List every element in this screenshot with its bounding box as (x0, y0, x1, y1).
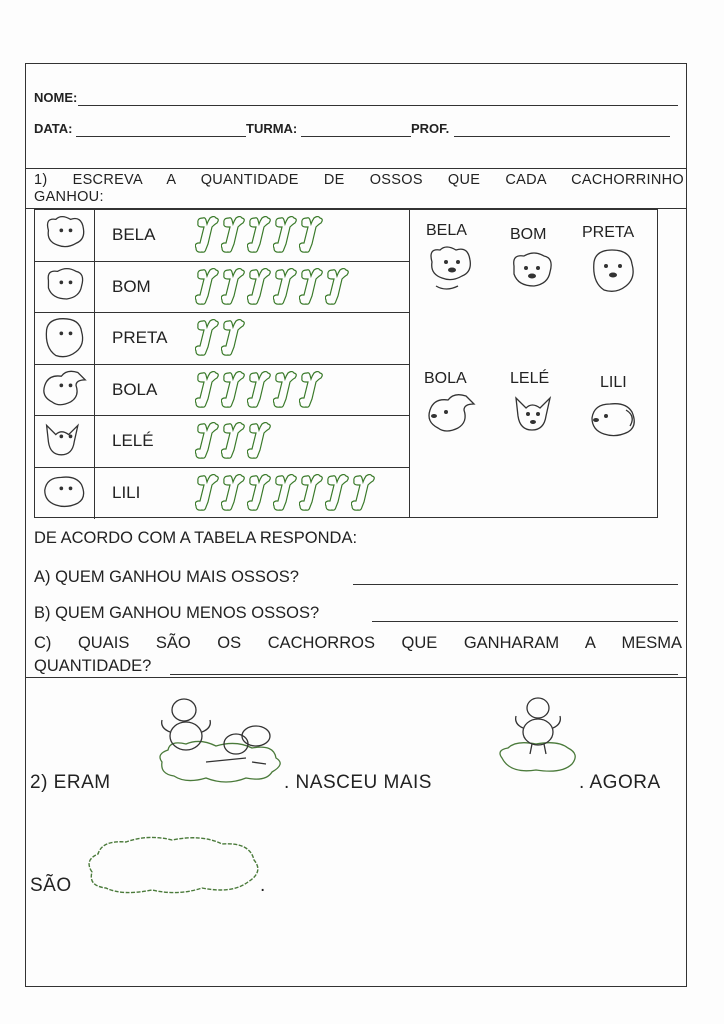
table-row (35, 468, 409, 520)
bone-icon (221, 319, 247, 362)
dog-name: LELÉ (112, 431, 154, 450)
bone-icon (221, 371, 247, 414)
bone-icon (299, 216, 325, 259)
dog-head-icon (508, 390, 558, 445)
question2-period: . (260, 875, 266, 896)
dog-head-icon (35, 210, 95, 261)
bone-group (195, 371, 325, 414)
table-row (35, 416, 409, 468)
bone-icon (195, 319, 221, 362)
answer-a-line[interactable] (353, 584, 678, 585)
cloud-outline-icon (82, 832, 264, 901)
bone-icon (273, 474, 299, 517)
answers-intro: DE ACORDO COM A TABELA RESPONDA: (34, 529, 358, 547)
legend-name-lili: LILI (600, 374, 627, 391)
bone-icon (221, 474, 247, 517)
turma-line[interactable] (301, 136, 411, 137)
bone-icon (195, 474, 221, 517)
answer-c-line[interactable] (170, 674, 678, 675)
table-row (35, 262, 409, 314)
question-a: A) QUEM GANHOU MAIS OSSOS? (34, 568, 299, 586)
question-c-line1: C) QUAIS SÃO OS CACHORROS QUE GANHARAM A MESMA (34, 634, 682, 652)
bone-group (195, 319, 247, 362)
question-b: B) QUEM GANHOU MENOS OSSOS? (34, 604, 320, 622)
bone-icon (247, 422, 273, 465)
question-c-line2: QUANTIDADE? (34, 657, 152, 675)
bone-group (195, 216, 325, 259)
question1-line1: 1) ESCREVA A QUANTIDADE DE OSSOS QUE CADA CACHORRINHO (34, 172, 684, 188)
bone-icon (195, 216, 221, 259)
dog-name: BOM (112, 276, 151, 296)
question2-agora: . AGORA (579, 772, 661, 793)
bone-group (195, 474, 377, 517)
bone-icon (273, 216, 299, 259)
worksheet (25, 63, 687, 987)
prof-line[interactable] (454, 136, 670, 137)
bone-icon (221, 268, 247, 311)
divider (26, 677, 686, 678)
bone-icon (195, 268, 221, 311)
data-line[interactable] (76, 136, 246, 137)
table-row (35, 365, 409, 417)
bone-icon (195, 371, 221, 414)
dog-head-icon (35, 262, 95, 313)
dog-head-icon (504, 248, 560, 299)
question2-eram: 2) ERAM (30, 772, 111, 793)
prof-label: PROF. (411, 121, 450, 136)
dog-name: BOLA (112, 379, 158, 399)
dog-head-icon (35, 365, 95, 416)
bone-icon (273, 268, 299, 311)
bone-icon (247, 216, 273, 259)
bone-icon (299, 371, 325, 414)
dog-head-icon (586, 246, 642, 303)
bone-icon (299, 268, 325, 311)
bone-icon (195, 422, 221, 465)
dog-head-icon (35, 468, 95, 520)
divider (26, 168, 686, 169)
bone-icon (325, 268, 351, 311)
legend-name-bola: BOLA (424, 370, 467, 387)
bone-icon (325, 474, 351, 517)
chick-illustration (496, 692, 580, 783)
dog-head-icon (35, 313, 95, 364)
table-row (35, 210, 409, 262)
bone-icon (247, 474, 273, 517)
bones-table (34, 209, 410, 518)
dog-head-icon (35, 416, 95, 467)
bone-icon (221, 216, 247, 259)
bone-icon (221, 422, 247, 465)
bone-icon (247, 268, 273, 311)
legend-name-lele: LELÉ (510, 370, 550, 387)
dog-head-icon (424, 390, 480, 445)
turma-label: TURMA: (246, 121, 298, 136)
chick-group-illustration (156, 692, 288, 793)
dog-legend (410, 209, 658, 518)
dog-head-icon (586, 396, 642, 447)
dog-head-icon (422, 242, 478, 299)
nome-label: NOME: (34, 90, 78, 105)
bone-group (195, 422, 273, 465)
question2-sao: SÃO (30, 875, 72, 896)
answer-b-line[interactable] (372, 621, 678, 622)
legend-name-preta: PRETA (582, 224, 635, 241)
bone-icon (273, 371, 299, 414)
dog-name: BELA (112, 225, 156, 244)
bone-icon (247, 371, 273, 414)
legend-name-bela: BELA (426, 222, 467, 239)
bone-group (195, 268, 351, 311)
question2-nasceu: . NASCEU MAIS (284, 772, 432, 793)
legend-name-bom: BOM (510, 226, 547, 243)
bone-icon (299, 474, 325, 517)
question1-line2: GANHOU: (34, 189, 104, 205)
data-label: DATA: (34, 121, 73, 136)
bone-icon (351, 474, 377, 517)
dog-name: LILI (112, 482, 141, 502)
dog-name: PRETA (112, 328, 168, 347)
table-row (35, 313, 409, 365)
nome-line[interactable] (78, 105, 678, 106)
